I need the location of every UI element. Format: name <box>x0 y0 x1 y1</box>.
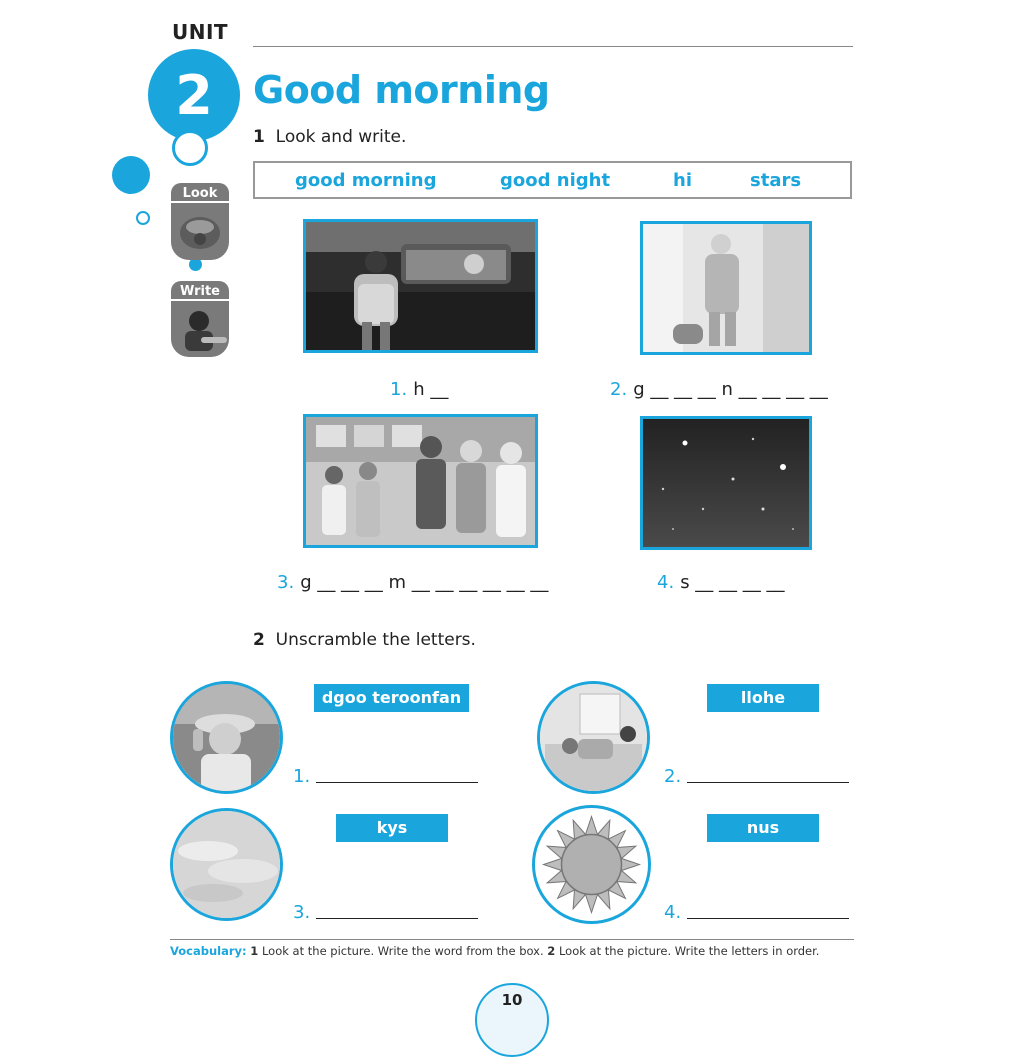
photo-good-night <box>640 221 812 355</box>
unscramble-answer-4 <box>664 902 849 923</box>
footer-text: Look at the picture. Write the word from the box. <box>261 944 544 958</box>
answer-line[interactable] <box>316 782 478 783</box>
look-badge-label: Look <box>171 183 229 203</box>
answer-number: 1. <box>293 766 311 787</box>
answer-blank[interactable]: h __ <box>413 379 449 400</box>
footer-number: 2 <box>547 944 556 958</box>
circle-photo-sun <box>532 805 651 924</box>
scrambled-word-3: kys <box>336 814 448 842</box>
exercise2-heading <box>253 630 476 650</box>
header-rule <box>253 46 853 47</box>
word-option: stars <box>750 170 802 191</box>
answer-blank[interactable]: g __ __ __ n __ __ __ __ <box>633 379 828 400</box>
circle-photo-waking <box>537 681 650 794</box>
word-option: good night <box>500 170 611 191</box>
decorative-dot <box>112 156 150 194</box>
write-badge-label: Write <box>171 281 229 301</box>
look-badge <box>171 183 229 260</box>
answer-1 <box>390 379 448 400</box>
exercise2-number: 2 <box>253 630 265 650</box>
scrambled-word-4: nus <box>707 814 819 842</box>
page-title: Good morning <box>253 68 550 112</box>
answer-blank[interactable]: g __ __ __ m __ __ __ __ __ __ <box>300 572 549 593</box>
circle-photo-man <box>170 681 283 794</box>
answer-number: 3. <box>277 572 295 593</box>
footer-text: Look at the picture. Write the letters in order. <box>558 944 820 958</box>
exercise1-heading <box>253 127 406 147</box>
unit-label: UNIT <box>172 20 229 44</box>
answer-number: 1. <box>390 379 408 400</box>
answer-number: 4. <box>657 572 675 593</box>
answer-number: 2. <box>610 379 628 400</box>
unit-number-badge: 2 <box>148 49 240 141</box>
decorative-small-ring <box>136 211 150 225</box>
footer-note <box>170 944 819 958</box>
scrambled-word-2: llohe <box>707 684 819 712</box>
eye-icon <box>171 203 229 258</box>
sun-icon <box>535 808 648 921</box>
word-option: hi <box>673 170 692 191</box>
exercise1-instruction: Look and write. <box>275 127 407 147</box>
footer-number: 1 <box>250 944 259 958</box>
footer-label: Vocabulary: <box>170 944 247 958</box>
answer-blank[interactable]: s __ __ __ __ <box>680 572 785 593</box>
answer-number: 3. <box>293 902 311 923</box>
scrambled-word-1: dgoo teroonfan <box>314 684 469 712</box>
answer-line[interactable] <box>316 918 478 919</box>
exercise1-number: 1 <box>253 127 265 147</box>
answer-4 <box>657 572 784 593</box>
decorative-ring <box>172 130 208 166</box>
answer-3 <box>277 572 548 593</box>
answer-number: 4. <box>664 902 682 923</box>
pencil-icon <box>171 301 229 356</box>
answer-number: 2. <box>664 766 682 787</box>
unscramble-answer-3 <box>293 902 478 923</box>
footer-rule <box>170 939 854 940</box>
answer-2 <box>610 379 828 400</box>
answer-line[interactable] <box>687 782 849 783</box>
word-option: good morning <box>295 170 437 191</box>
page-number: 10 <box>475 983 549 1057</box>
answer-line[interactable] <box>687 918 849 919</box>
circle-photo-sky <box>170 808 283 921</box>
photo-good-morning <box>303 414 538 548</box>
unscramble-answer-1 <box>293 766 478 787</box>
write-badge <box>171 281 229 357</box>
photo-hi <box>303 219 538 353</box>
photo-stars <box>640 416 812 550</box>
exercise2-instruction: Unscramble the letters. <box>275 630 476 650</box>
unscramble-answer-2 <box>664 766 849 787</box>
